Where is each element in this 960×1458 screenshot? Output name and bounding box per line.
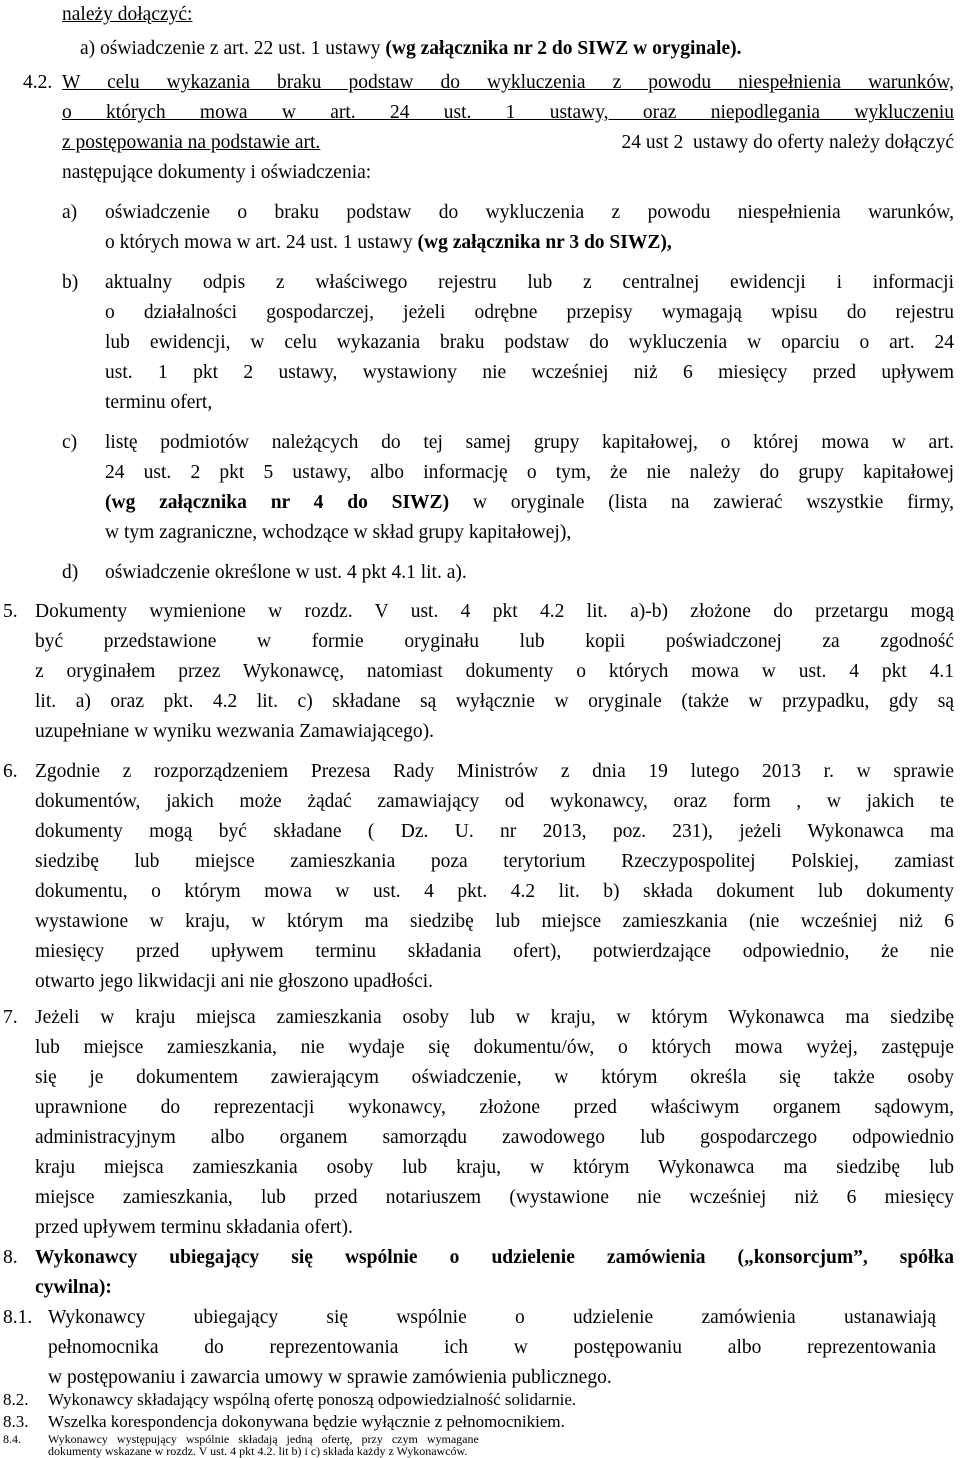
item-a-letter: a) [62, 202, 78, 223]
section-5-line-1: Dokumenty wymienione w rozdz. V ust. 4 pkt 4.2 lit. a)-b) złożone do przetargu mogą [35, 601, 954, 622]
section-7-line-5: administracyjnym albo organem samorządu zawodowego lub gospodarczego odpowiednio [35, 1127, 954, 1148]
section-7-line-8: przed upływem terminu składania ofert). [35, 1217, 353, 1238]
item-8-2-number: 8.2. [3, 1390, 29, 1409]
item-a-line-2 [105, 228, 672, 258]
item-8-1-line-3: w postępowaniu i zawarcia umowy w sprawie zamówienia publicznego. [48, 1367, 612, 1388]
item-8-4-line-1: Wykonawcy występujący wspólnie składają jedną ofertę, przy czym wymagane [48, 1432, 479, 1446]
item-8-4-line-2: dokumenty wskazane w rozdz. V ust. 4 pkt 4.2. lit b) i c) składa każdy z Wykonawców. [48, 1444, 468, 1458]
section-6-line-4: siedzibę lub miejsce zamieszkania poza terytorium Rzeczypospolitej Polskiej, zamiast [35, 851, 954, 872]
section-6-line-5: dokumentu, o którym mowa w ust. 4 pkt. 4.2 lit. b) składa dokument lub dokumenty [35, 881, 954, 902]
item-8-4-number: 8.4. [3, 1432, 21, 1446]
section-6-number: 6. [3, 761, 18, 782]
item-a-line-2-text: o których mowa w art. 24 ust. 1 ustawy [105, 232, 418, 253]
item-8-3-number: 8.3. [3, 1412, 29, 1431]
section-6-line-6: wystawione w kraju, w którym ma siedzibę lub miejsce zamieszkania (nie wcześniej niż 6 [35, 911, 954, 932]
intro-item-a [80, 34, 741, 64]
intro-line: należy dołączyć: [62, 4, 193, 25]
item-8-1-number: 8.1. [3, 1307, 33, 1328]
item-8-3-line-1: Wszelka korespondencja dokonywana będzie wyłącznie z pełnomocnikiem. [48, 1412, 565, 1431]
item-c-line-1: listę podmiotów należących do tej samej grupy kapitałowej, o której mowa w art. [105, 432, 954, 453]
section-5-line-3: z oryginałem przez Wykonawcę, natomiast dokumenty o których mowa w ust. 4 pkt 4.1 [35, 661, 954, 682]
item-8-1-line-2: pełnomocnika do reprezentowania ich w postępowaniu albo reprezentowania [48, 1337, 936, 1358]
section-5-line-5: uzupełniane w wyniku wezwania Zamawiającego). [35, 721, 435, 742]
section-6-line-8: otwarto jego likwidacji ani nie głoszono upadłości. [35, 971, 434, 992]
item-c-line-4: w tym zagraniczne, wchodzące w skład grupy kapitałowej), [105, 522, 572, 543]
section-5-line-2: być przedstawione w formie oryginału lub kopii poświadczonej za zgodność [35, 631, 954, 652]
section-4-2-line-3b: 24 ust 2 ustawy do oferty należy dołączyć [621, 132, 954, 153]
item-b-letter: b) [62, 272, 79, 293]
section-8-heading-line-1: Wykonawcy ubiegający się wspólnie o udzielenie zamówienia („konsorcjum”, spółka [35, 1247, 954, 1268]
item-b-line-1: aktualny odpis z właściwego rejestru lub z centralnej ewidencji i informacji [105, 272, 954, 293]
item-c-line-3-text: w oryginale (lista na zawierać wszystkie firmy, [472, 492, 954, 513]
item-d-line-1: oświadczenie określone w ust. 4 pkt 4.1 lit. a). [105, 562, 467, 583]
item-c-bold: (wg załącznika nr 4 do SIWZ) [105, 492, 450, 513]
section-6-line-7: miesięcy przed upływem terminu składania ofert), potwierdzające odpowiednio, że nie [35, 941, 954, 962]
section-7-line-2: lub miejsce zamieszkania, nie wydaje się dokumentu/ów, o których mowa wyżej, zastępuje [35, 1037, 954, 1058]
item-b-line-3: lub ewidencji, w celu wykazania braku podstaw do wykluczenia w oparciu o art. 24 [105, 332, 954, 353]
section-4-2-line-4: następujące dokumenty i oświadczenia: [62, 162, 372, 183]
section-4-2-line-3 [62, 128, 320, 158]
section-5-line-4: lit. a) oraz pkt. 4.2 lit. c) składane są wyłącznie w oryginale (także w przypadku, gdy są [35, 691, 954, 712]
section-4-2-line-1: W celu wykazania braku podstaw do wykluczenia z powodu niespełnienia warunków, [62, 72, 954, 93]
section-7-line-6: kraju miejsca zamieszkania osoby lub kraju, w którym Wykonawca ma siedzibę lub [35, 1157, 954, 1178]
item-c-letter: c) [62, 432, 78, 453]
item-d-letter: d) [62, 562, 79, 583]
section-4-2-number: 4.2. [23, 72, 53, 93]
section-5-number: 5. [3, 601, 18, 622]
item-a-bold: (wg załącznika nr 3 do SIWZ), [417, 232, 672, 253]
section-6-line-1: Zgodnie z rozporządzeniem Prezesa Rady Ministrów z dnia 19 lutego 2013 r. w sprawie [35, 761, 954, 782]
item-a-line-1: oświadczenie o braku podstaw do wykluczenia z powodu niespełnienia warunków, [105, 202, 954, 223]
intro-item-a-bold: (wg załącznika nr 2 do SIWZ w oryginale). [385, 38, 742, 59]
section-8-heading-line-2: cywilna): [35, 1277, 112, 1298]
section-7-line-7: miejsce zamieszkania, lub przed notariuszem (wystawione nie wcześniej niż 6 miesięcy [35, 1187, 954, 1208]
section-7-line-1: Jeżeli w kraju miejsca zamieszkania osoby lub w kraju, w którym Wykonawca ma siedzibę [35, 1007, 954, 1028]
item-b-line-4: ust. 1 pkt 2 ustawy, wystawiony nie wcześniej niż 6 miesięcy przed upływem [105, 362, 954, 383]
section-7-line-3: się je dokumentem zawierającym oświadczenie, w którym określa się także osoby [35, 1067, 954, 1088]
section-8-number: 8. [3, 1247, 18, 1268]
section-7-line-4: uprawnione do reprezentacji wykonawcy, złożone przed właściwym organem sądowym, [35, 1097, 954, 1118]
intro-item-a-text: a) oświadczenie z art. 22 ust. 1 ustawy [80, 38, 386, 59]
item-c-line-2: 24 ust. 2 pkt 5 ustawy, albo informację o tym, że nie należy do grupy kapitałowej [105, 462, 954, 483]
item-b-line-5: terminu ofert, [105, 392, 213, 413]
item-b-line-2: o działalności gospodarczej, jeżeli odrębne przepisy wymagają wpisu do rejestru [105, 302, 954, 323]
item-8-1-line-1: Wykonawcy ubiegający się wspólnie o udzielenie zamówienia ustanawiają [48, 1307, 936, 1328]
item-8-2-line-1: Wykonawcy składający wspólną ofertę ponoszą odpowiedzialność solidarnie. [48, 1390, 577, 1409]
section-4-2-line-3-underlined: z postępowania na podstawie art. [62, 132, 321, 153]
section-6-line-3: dokumenty mogą być składane ( Dz. U. nr 2013, poz. 231), jeżeli Wykonawca ma [35, 821, 954, 842]
section-6-line-2: dokumentów, jakich może żądać zamawiający od wykonawcy, oraz form , w jakich te [35, 791, 954, 812]
section-4-2-line-2: o których mowa w art. 24 ust. 1 ustawy, oraz niepodlegania wykluczeniu [62, 102, 954, 123]
section-7-number: 7. [3, 1007, 18, 1028]
item-c-line-3 [105, 488, 954, 518]
